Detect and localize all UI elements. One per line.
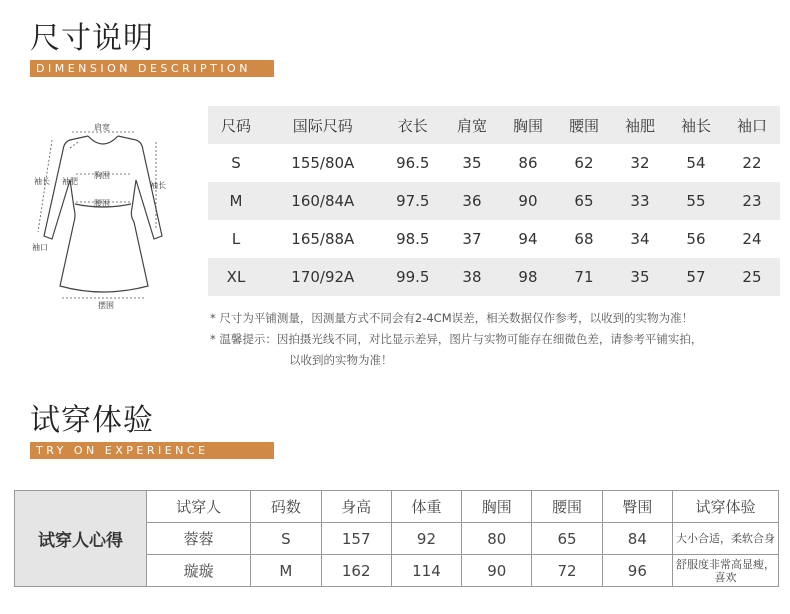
note-line-1: * 尺寸为平铺测量，因测量方式不同会有2-4CM误差，相关数据仅作参考，以收到的实物为准！ (210, 311, 694, 325)
tryon-cell: 72 (532, 555, 602, 587)
size-cell: 98 (518, 268, 538, 286)
size-cell: 165/88A (291, 230, 355, 248)
dimension-title: 尺寸说明 (30, 21, 154, 56)
table-row (208, 220, 780, 258)
tryon-header: 体重 (391, 491, 461, 523)
size-cell: 38 (462, 268, 482, 286)
size-cell: 97.5 (396, 192, 430, 210)
size-cell: 68 (574, 230, 594, 248)
size-header: 尺码 (220, 116, 251, 135)
size-header: 腰围 (568, 116, 599, 135)
tryon-cell: M (251, 555, 321, 587)
size-header: 袖口 (736, 116, 767, 135)
size-header: 国际尺码 (292, 116, 353, 135)
size-cell: 99.5 (396, 268, 430, 286)
tryon-header: 腰围 (532, 491, 602, 523)
tryon-cell: 84 (602, 523, 672, 555)
table-row (208, 182, 780, 220)
dimension-subtitle-bar: DIMENSION DESCRIPTION (30, 60, 274, 77)
size-cell: 96.5 (396, 154, 430, 172)
size-cell: 170/92A (291, 268, 355, 286)
label-waist: 腰围 (94, 199, 110, 208)
size-cell: 62 (574, 154, 594, 172)
tryon-header: 码数 (251, 491, 321, 523)
size-cell: 35 (462, 154, 482, 172)
tryon-cell: 80 (462, 523, 532, 555)
note-line-3: 以收到的实物为准！ (289, 353, 393, 367)
size-cell: 35 (630, 268, 650, 286)
size-table (208, 106, 780, 296)
tryon-cell: 114 (391, 555, 461, 587)
size-cell: 22 (742, 154, 762, 172)
tryon-header: 胸围 (462, 491, 532, 523)
tryon-cell: 65 (532, 523, 602, 555)
size-header: 胸围 (512, 116, 543, 135)
size-cell: 37 (462, 230, 482, 248)
tryon-cell: 90 (462, 555, 532, 587)
size-cell: 23 (742, 192, 762, 210)
size-cell: L (231, 230, 241, 248)
size-cell: M (229, 192, 243, 210)
tryon-cell: 157 (321, 523, 391, 555)
label-shoulder: 肩宽 (94, 123, 110, 132)
size-cell: 86 (518, 154, 538, 172)
tryon-cell: 96 (602, 555, 672, 587)
size-cell: 36 (462, 192, 482, 210)
size-cell: XL (226, 268, 246, 286)
tryon-cell-experience: 舒服度非常高显瘦，喜欢 (673, 555, 779, 587)
label-cuff: 袖口 (32, 243, 48, 252)
size-cell: 155/80A (291, 154, 355, 172)
size-cell: 90 (518, 192, 538, 210)
tryon-cell: 162 (321, 555, 391, 587)
size-cell: 160/84A (291, 192, 355, 210)
label-hem: 摆围 (98, 301, 114, 310)
size-header: 袖肥 (624, 116, 655, 135)
size-header: 衣长 (397, 116, 428, 135)
size-cell: 98.5 (396, 230, 430, 248)
tryon-title: 试穿体验 (30, 403, 154, 438)
tryon-header: 身高 (321, 491, 391, 523)
size-cell: 32 (630, 154, 650, 172)
label-sleeve-length-left: 袖长 (34, 177, 50, 186)
table-row (208, 258, 780, 296)
tryon-label: 试穿人心得 (15, 491, 147, 587)
size-cell: 56 (686, 230, 706, 248)
tryon-header-row (15, 491, 779, 523)
tryon-cell: 璇璇 (147, 555, 251, 587)
size-cell: 94 (518, 230, 538, 248)
label-sleeve-length-right: 袖长 (150, 181, 166, 190)
tryon-cell: S (251, 523, 321, 555)
tryon-header: 试穿人 (147, 491, 251, 523)
size-cell: 57 (686, 268, 706, 286)
tryon-subtitle-bar: TRY ON EXPERIENCE (30, 442, 274, 459)
tryon-cell: 92 (391, 523, 461, 555)
size-cell: 65 (574, 192, 594, 210)
size-cell: 33 (630, 192, 650, 210)
tryon-cell-experience: 大小合适，柔软合身 (673, 523, 779, 555)
tryon-header: 臀围 (602, 491, 672, 523)
size-header: 肩宽 (456, 116, 487, 135)
size-header: 袖长 (680, 116, 711, 135)
size-table-header-row (208, 106, 780, 144)
size-cell: 54 (686, 154, 706, 172)
size-notes (210, 308, 702, 371)
tryon-table (14, 490, 779, 587)
label-sleeve-width: 袖肥 (62, 177, 78, 186)
table-row (208, 144, 780, 182)
size-cell: 71 (574, 268, 594, 286)
size-cell: 25 (742, 268, 762, 286)
label-chest: 胸围 (94, 171, 110, 180)
size-cell: S (231, 154, 241, 172)
dress-diagram (30, 118, 175, 313)
tryon-header: 试穿体验 (673, 491, 779, 523)
size-cell: 34 (630, 230, 650, 248)
size-cell: 24 (742, 230, 762, 248)
tryon-cell: 蓉蓉 (147, 523, 251, 555)
note-line-2: * 温馨提示：因拍摄光线不同，对比显示差异，图片与实物可能存在细微色差，请参考平铺实拍， (210, 332, 703, 346)
size-cell: 55 (686, 192, 706, 210)
